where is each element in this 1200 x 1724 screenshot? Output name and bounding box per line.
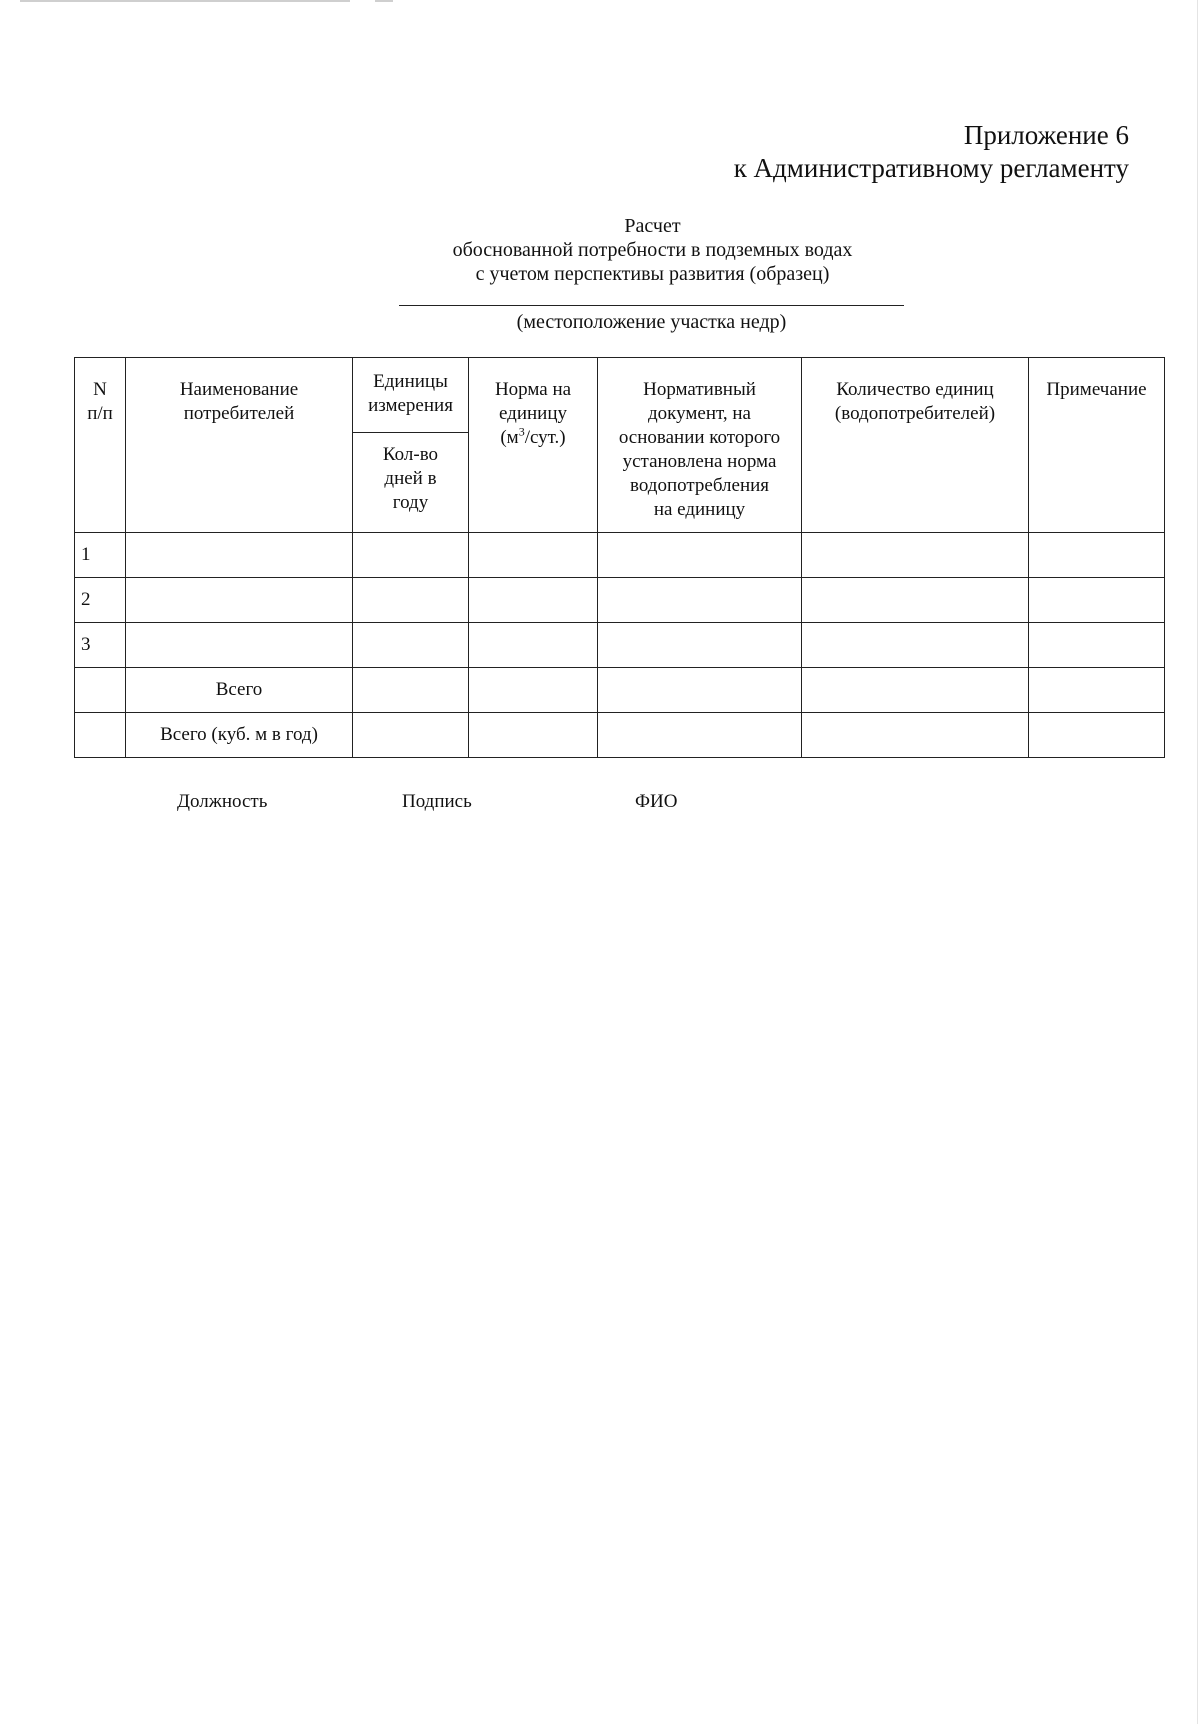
- location-caption: (местоположение участка недр): [516, 311, 787, 333]
- cell-quantity: [802, 578, 1029, 623]
- title-line-1: Расчет: [624, 215, 681, 237]
- header-norm-unit-sup: 3: [518, 424, 525, 439]
- cell-consumer: [126, 623, 353, 668]
- cell-units: [353, 668, 469, 713]
- table-row-total: [75, 668, 1165, 713]
- cell-document: [598, 533, 802, 578]
- cell-note: [1029, 533, 1165, 578]
- calculation-table: [74, 357, 1165, 758]
- signature-sign-label: Подпись: [402, 791, 472, 812]
- header-units: [353, 358, 469, 433]
- row-number: 2: [75, 578, 126, 623]
- cell-document: [598, 668, 802, 713]
- cell-note: [1029, 578, 1165, 623]
- header-doc-line: водопотребления: [629, 475, 770, 496]
- cell-consumer: [126, 533, 353, 578]
- cell-norm: [469, 578, 598, 623]
- title-line-2: обоснованной потребности в подземных водах: [452, 239, 853, 261]
- cell-norm: [469, 713, 598, 758]
- header-num-line: п/п: [87, 403, 113, 424]
- header-doc-line: Нормативный: [643, 379, 756, 400]
- scan-edge-line: [1197, 0, 1198, 1724]
- table-row: [75, 533, 1165, 578]
- cell-empty: [75, 713, 126, 758]
- cell-consumer: [126, 578, 353, 623]
- signature-name-label: ФИО: [635, 791, 678, 812]
- total-label: Всего: [126, 668, 353, 713]
- table-row: [75, 623, 1165, 668]
- cell-note: [1029, 713, 1165, 758]
- cell-norm: [469, 623, 598, 668]
- appendix-line-2: к Административному регламенту: [733, 153, 1129, 183]
- cell-norm: [469, 533, 598, 578]
- header-note-line: Примечание: [1046, 379, 1147, 400]
- header-norm: [469, 358, 598, 533]
- document-title: [330, 214, 975, 286]
- table-row-total-year: [75, 713, 1165, 758]
- row-number: 3: [75, 623, 126, 668]
- cell-document: [598, 713, 802, 758]
- header-qty-line: Количество единиц: [836, 379, 994, 400]
- cell-units: [353, 623, 469, 668]
- header-days-line: дней в: [384, 468, 437, 489]
- header-doc-line: на единицу: [653, 499, 746, 520]
- header-consumers-line: потребителей: [183, 403, 295, 424]
- table-row: [75, 578, 1165, 623]
- cell-quantity: [802, 533, 1029, 578]
- cell-units: [353, 713, 469, 758]
- cell-empty: [75, 668, 126, 713]
- appendix-heading: [734, 119, 1129, 185]
- header-num-line: N: [93, 379, 107, 400]
- cell-document: [598, 578, 802, 623]
- cell-quantity: [802, 713, 1029, 758]
- title-line-3: с учетом перспективы развития (образец): [475, 263, 830, 285]
- header-qty-line: (водопотребителей): [834, 403, 996, 424]
- location-fill-line: [399, 305, 904, 306]
- cell-units: [353, 578, 469, 623]
- header-note: [1029, 358, 1165, 533]
- appendix-line-1: Приложение 6: [963, 120, 1129, 150]
- header-doc-line: документ, на: [648, 403, 751, 424]
- cell-norm: [469, 668, 598, 713]
- total-year-label: Всего (куб. м в год): [126, 713, 353, 758]
- cell-note: [1029, 623, 1165, 668]
- header-units-line: Единицы: [373, 371, 448, 392]
- header-norm-line: [469, 426, 597, 450]
- header-norm-line: Норма на: [494, 379, 572, 400]
- cell-note: [1029, 668, 1165, 713]
- header-days: [353, 433, 469, 533]
- header-norm-unit: /сут.): [524, 427, 566, 448]
- header-doc-line: основании которого: [618, 427, 781, 448]
- header-consumers: [126, 358, 353, 533]
- cell-quantity: [802, 668, 1029, 713]
- header-normative-document: [598, 358, 802, 533]
- cell-quantity: [802, 623, 1029, 668]
- header-days-line: Кол-во: [382, 444, 439, 465]
- header-consumers-line: Наименование: [179, 379, 299, 400]
- header-units-line: измерения: [368, 395, 453, 416]
- header-days-line: году: [392, 492, 429, 513]
- header-doc-line: установлена норма: [622, 451, 777, 472]
- cell-units: [353, 533, 469, 578]
- row-number: 1: [75, 533, 126, 578]
- header-num: [75, 358, 126, 533]
- header-norm-line: единицу: [498, 403, 568, 424]
- scan-edge-mark: [20, 0, 350, 2]
- header-norm-unit: (м: [500, 427, 519, 448]
- signature-position-label: Должность: [177, 791, 268, 812]
- scan-edge-mark: [375, 0, 393, 2]
- cell-document: [598, 623, 802, 668]
- header-quantity: [802, 358, 1029, 533]
